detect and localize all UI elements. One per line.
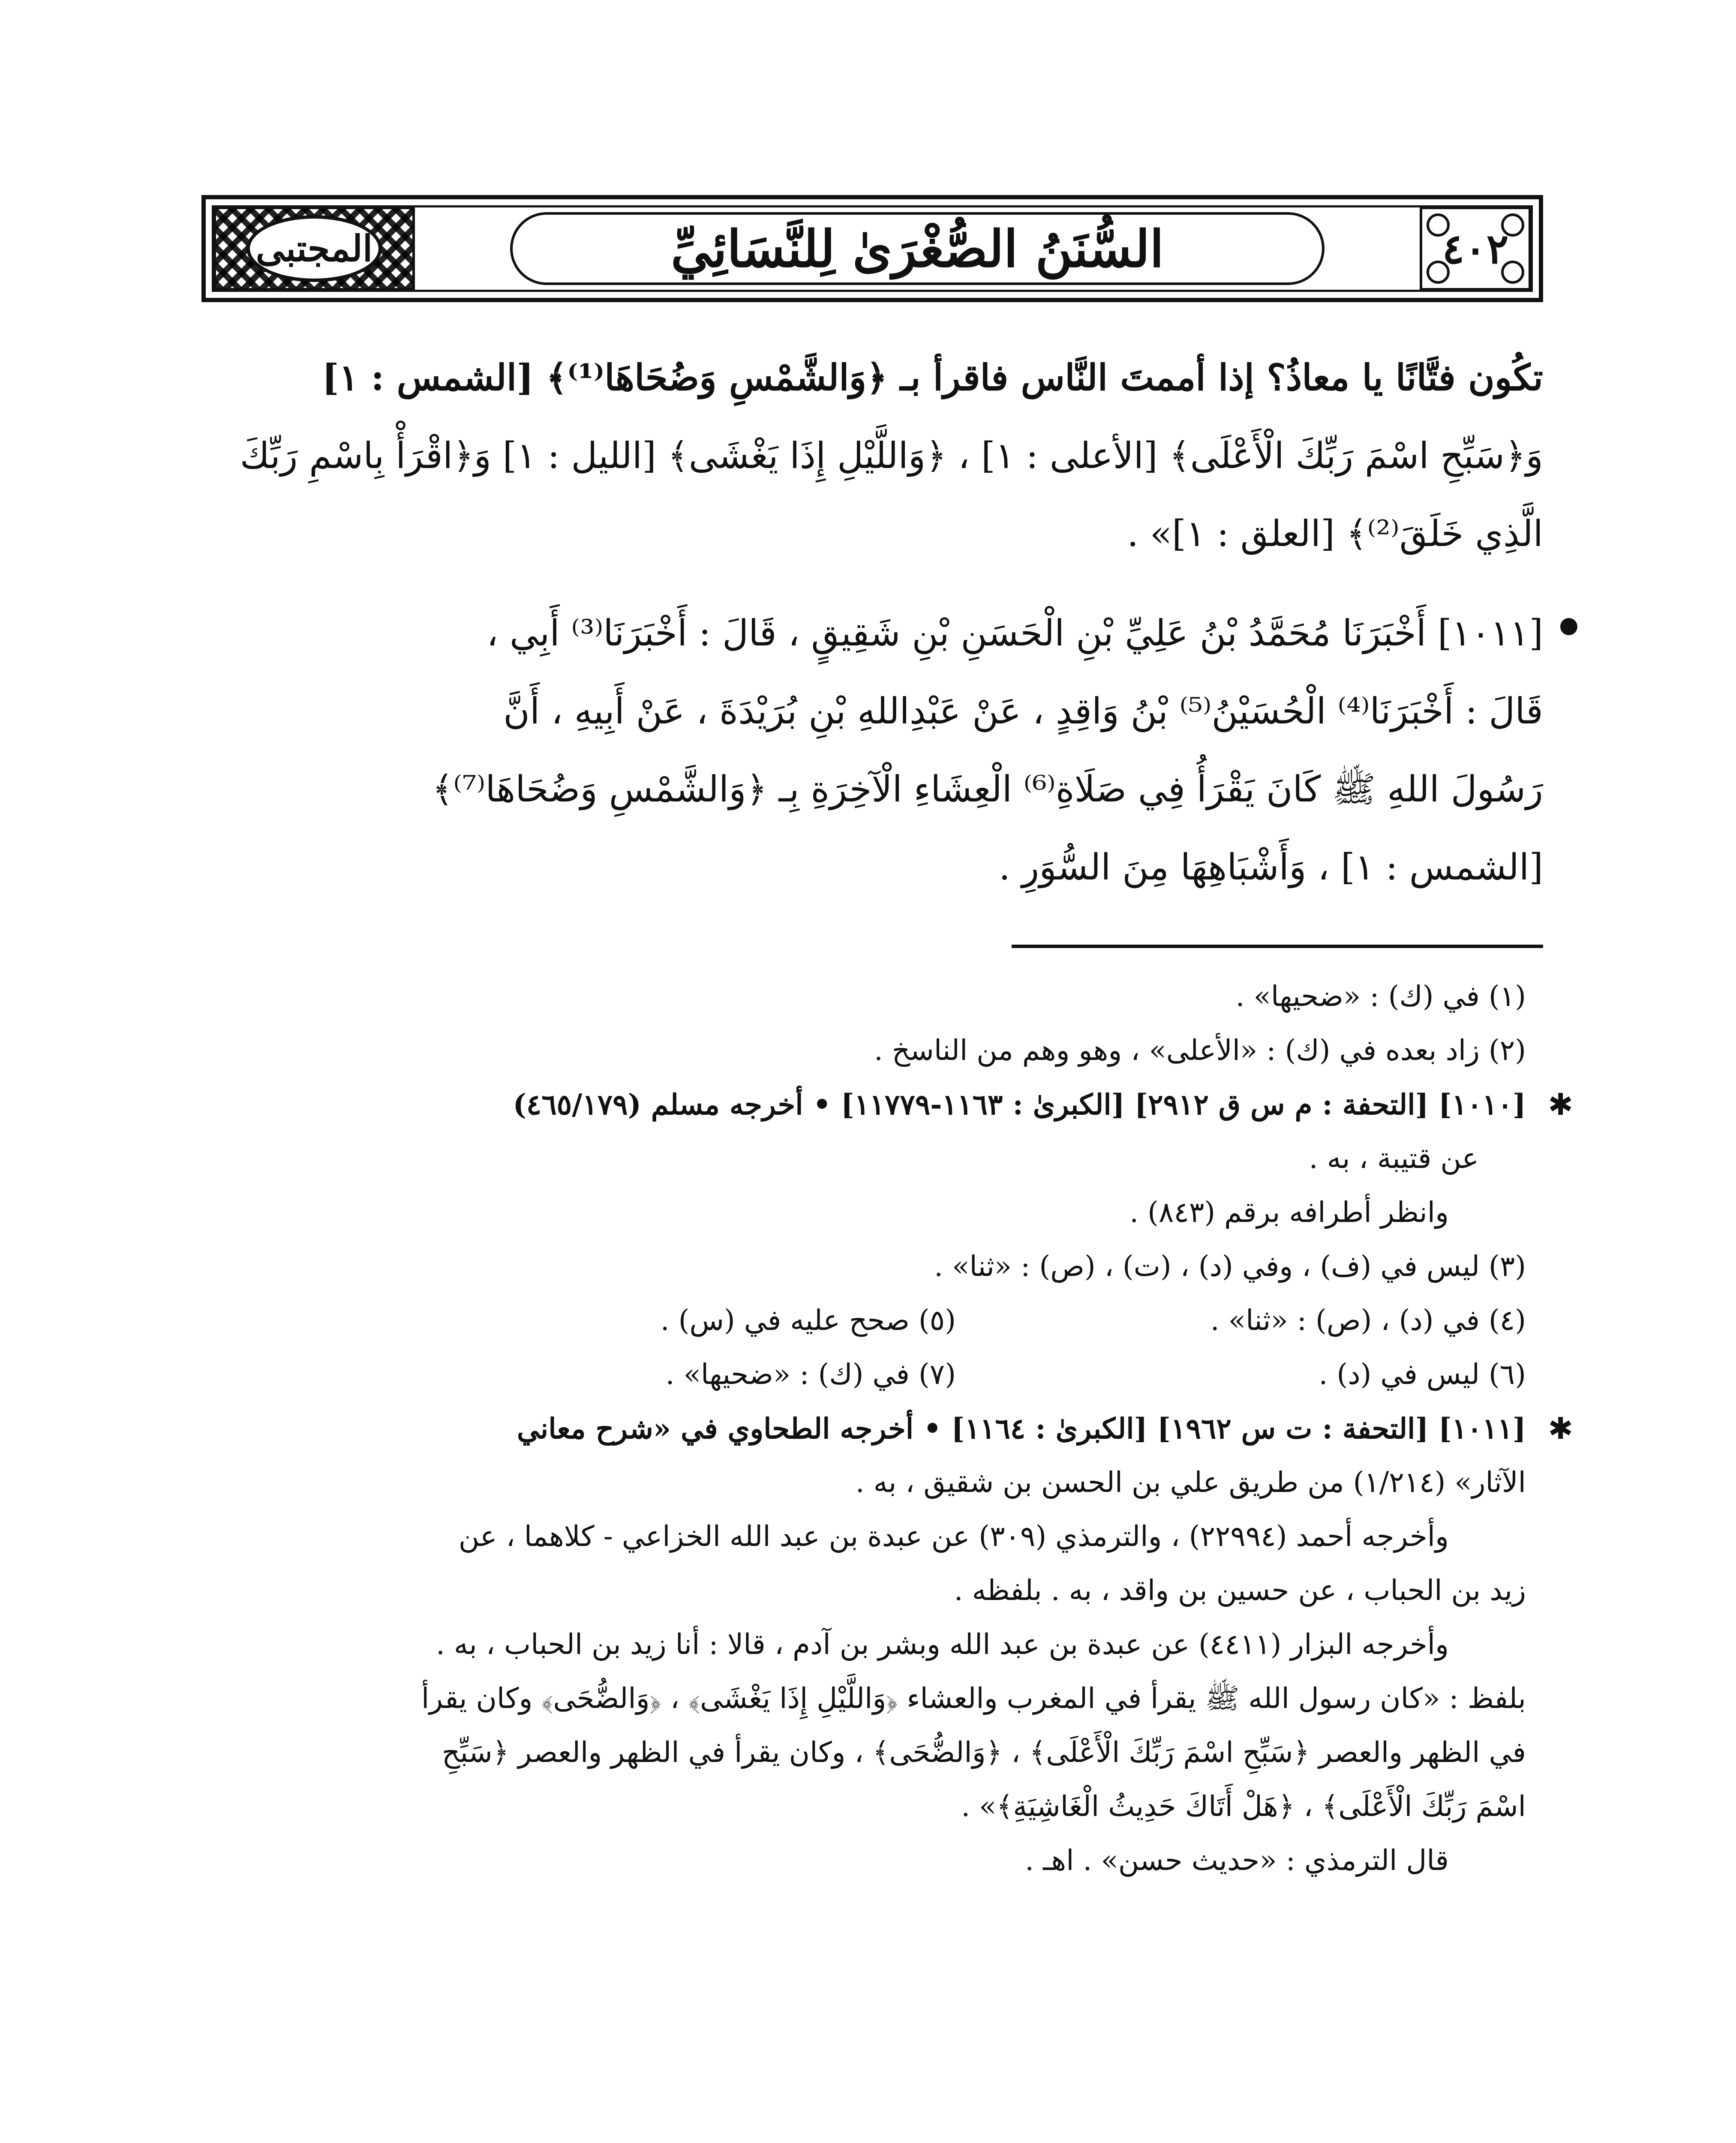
footnote-4: (٤) في (د) ، (ص) : «ثنا» . (1210, 1304, 1526, 1337)
takhrij-line: قال الترمذي : «حديث حسن» . اهـ . (1025, 1844, 1449, 1877)
takhrij-1011 (201, 1402, 1573, 1888)
book-title: السُّنَنُ الصُّغْرَىٰ لِلنَّسَائِيِّ (670, 219, 1164, 279)
emblem-panel (213, 207, 415, 291)
header-title-area (423, 207, 1412, 291)
page-number-frame (1420, 207, 1531, 291)
corner-ornament (1501, 261, 1524, 284)
hadith-1011 (201, 594, 1543, 906)
star-icon: ✱ (1548, 1411, 1573, 1446)
corner-ornament (1427, 213, 1450, 237)
hadith-line: [الشمس : ١] ، وَأَشْبَاهِهَا مِنَ السُّوَرِ . (999, 846, 1543, 888)
takhrij-line: [١٠١١] [التحفة : ت س ١٩٦٢] [الكبرىٰ : ١١٦٤] • أخرجه الطحاوي في «شرح معاني (517, 1412, 1526, 1445)
takhrij-line: زيد بن الحباب ، عن حسين بن واقد ، به . بلفظه . (954, 1574, 1526, 1607)
main-text (201, 339, 1573, 1888)
takhrij-line: وانظر أطرافه برقم (٨٤٣) . (1129, 1196, 1449, 1229)
hadith-line: رَسُولَ اللهِ ﷺ كَانَ يَقْرَأُ فِي صَلَاةِ⁽⁶⁾ الْعِشَاءِ الْآخِرَةِ بِـ ﴿وَالشَّمْسِ وَضُحَاهَا⁽⁷⁾﴾ (432, 768, 1543, 810)
hadith-line: [١٠١١] أَخْبَرَنَا مُحَمَّدُ بْنُ عَلِيِّ بْنِ الْحَسَنِ بْنِ شَقِيقٍ ، قَالَ : أَخْبَرَنَا⁽³⁾ أَبِي ، (487, 612, 1543, 654)
continuation-line: الَّذِي خَلَقَ⁽²⁾﴾ [العلق : ١]» . (1127, 513, 1543, 555)
title-cartouche (510, 212, 1325, 285)
hadith-line: قَالَ : أَخْبَرَنَا⁽⁴⁾ الْحُسَيْنُ⁽⁵⁾ بْنُ وَاقِدٍ ، عَنْ عَبْدِاللهِ بْنِ بُرَيْدَةَ ، عَنْ أَبِيهِ ، أَنَّ (503, 690, 1543, 732)
emblem-oval (246, 215, 382, 282)
bullet-icon (1560, 618, 1577, 635)
footnote-separator (1012, 945, 1543, 948)
takhrij-line: وأخرجه أحمد (٢٢٩٩٤) ، والترمذي (٣٠٩) عن عبدة بن عبد الله الخزاعي - كلاهما ، عن (458, 1520, 1449, 1553)
takhrij-line: عن قتيبة ، به . (1309, 1142, 1479, 1175)
footnote-pair (201, 1294, 1543, 1348)
takhrij-line: اسْمَ رَبِّكَ الْأَعْلَى﴾ ، ﴿هَلْ أَتَاكَ حَدِيثُ الْغَاشِيَةِ﴾» . (961, 1790, 1526, 1823)
footnote-pair (201, 1348, 1543, 1402)
page-header (201, 195, 1543, 302)
footnote-6: (٦) ليس في (د) . (1319, 1358, 1526, 1391)
footnotes (201, 969, 1573, 1888)
footnote-3: (٣) ليس في (ف) ، وفي (د) ، (ت) ، (ص) : «ثنا» . (934, 1250, 1526, 1283)
star-icon: ✱ (1548, 1087, 1573, 1122)
takhrij-1010 (201, 1078, 1573, 1240)
takhrij-line: بلفظ : «كان رسول الله ﷺ يقرأ في المغرب والعشاء ﴿وَاللَّيْلِ إِذَا يَغْشَى﴾ ، ﴿وَالضُّحَى﴾ وكان يقرأ (421, 1682, 1526, 1715)
footnote-2: (٢) زاد بعده في (ك) : «الأعلى» ، وهو وهم من الناسخ . (874, 1034, 1526, 1067)
footnote-7: (٧) في (ك) : «ضحيها» . (665, 1358, 956, 1391)
emblem-label: المجتبى (255, 227, 373, 270)
takhrij-line: وأخرجه البزار (٤٤١١) عن عبدة بن عبد الله وبشر بن آدم ، قالا : أنا زيد بن الحباب ، به . (436, 1628, 1449, 1661)
takhrij-line: [١٠١٠] [التحفة : م س ق ٢٩١٢] [الكبرىٰ : ١١٦٣-١١٧٧٩] • أخرجه مسلم (٤٦٥/١٧٩) (513, 1088, 1526, 1121)
corner-ornament (1501, 213, 1524, 237)
continuation-line: وَ﴿سَبِّحِ اسْمَ رَبِّكَ الْأَعْلَى﴾ [الأعلى : ١] ، ﴿وَاللَّيْلِ إِذَا يَغْشَى﴾ [الليل : ١] وَ﴿اقْرَأْ بِاسْمِ رَبِّكَ (240, 435, 1543, 477)
page-number: ٤٠٢ (1442, 224, 1509, 273)
footnote-5: (٥) صحح عليه في (س) . (660, 1304, 956, 1337)
takhrij-line: في الظهر والعصر ﴿سَبِّحِ اسْمَ رَبِّكَ الْأَعْلَى﴾ ، ﴿وَالضُّحَى﴾ ، وكان يقرأ في الظهر والعصر ﴿سَبِّحِ (442, 1736, 1526, 1769)
corner-ornament (1427, 261, 1450, 284)
continuation-line: تكُون فتَّانًا يا معاذُ؟ إذا أممتَ النَّاس فاقرأ بـ ﴿وَالشَّمْسِ وَضُحَاهَا⁽¹⁾﴾ [الشمس : ١] (322, 356, 1543, 399)
footnote-1: (١) في (ك) : «ضحيها» . (1235, 980, 1526, 1013)
takhrij-line: الآثار» (١/٢١٤) من طريق علي بن الحسن بن شقيق ، به . (855, 1466, 1526, 1499)
